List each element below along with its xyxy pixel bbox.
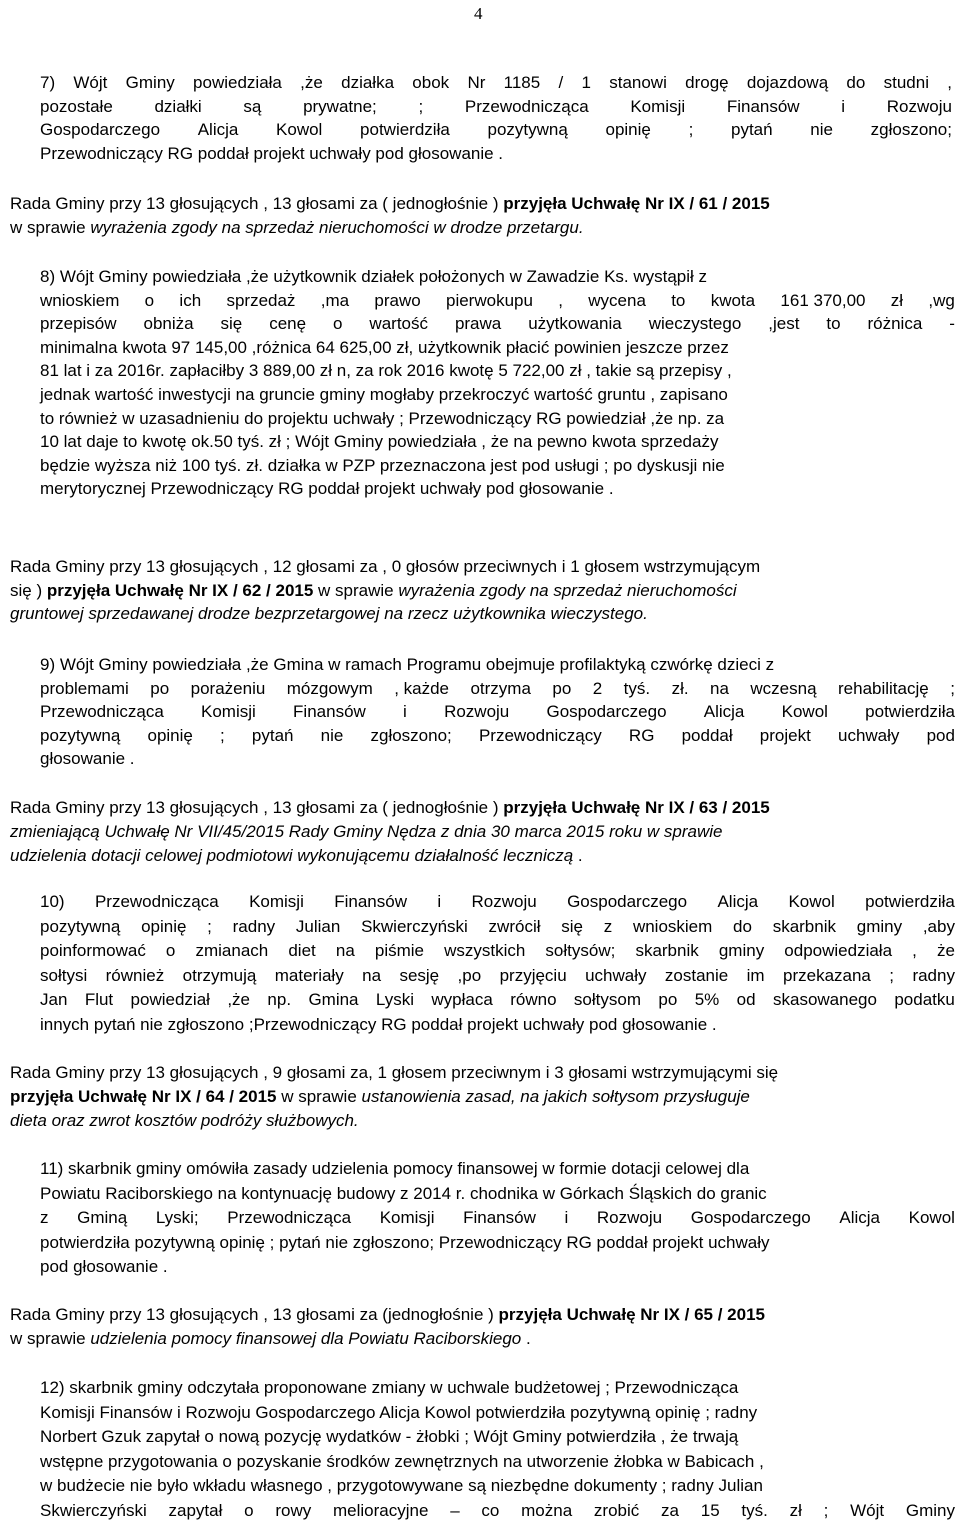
word: tyś.	[741, 1500, 768, 1520]
word: na	[362, 965, 382, 985]
word: Komisji	[379, 1208, 435, 1227]
text-line	[40, 917, 955, 937]
word: wszystkich	[444, 941, 526, 960]
word: odpowiedziała	[784, 941, 893, 960]
bold-text: przyjęła Uchwałę Nr IX / 65 / 2015	[498, 1305, 766, 1324]
word: opinię	[147, 725, 193, 745]
word: poinformować	[40, 941, 146, 960]
word: Finansów	[463, 1208, 536, 1227]
word: i	[841, 96, 846, 116]
text-line: 81 lat i za 2016r. zapłaciłby 3 889,00 zł n, za rok 2016 kwotę 5 722,00 zł , takie są przepisy ,	[40, 361, 732, 381]
word: ;	[207, 916, 212, 936]
word: tyś.	[623, 678, 651, 698]
word: Przewodnicząca	[464, 96, 589, 116]
word: porażeniu	[190, 678, 266, 698]
word: ,	[912, 941, 917, 960]
text-line	[40, 291, 955, 311]
word: się	[220, 314, 243, 334]
word: sprzedaż	[226, 290, 296, 310]
word: ;	[418, 96, 424, 116]
word: Finansów	[334, 892, 407, 911]
word: sołtysów;	[545, 941, 616, 960]
word: ,	[947, 73, 952, 92]
text-run: się )	[10, 580, 47, 600]
word: Gminy	[905, 1500, 955, 1520]
text-line: w budżecie nie było wkładu własnego , przygotowywane są niezbędne dokumenty ; radny Julian	[40, 1476, 763, 1495]
word: przekazana	[783, 965, 871, 985]
word: melioracyjne	[333, 1500, 429, 1520]
word: i	[437, 892, 442, 911]
word: kwota	[710, 290, 756, 310]
word: 15	[700, 1500, 720, 1520]
word: wnioskiem	[632, 916, 713, 936]
word: Przewodnicząca	[227, 1208, 352, 1227]
word: Wójt	[850, 1500, 885, 1520]
bold-text: przyjęła Uchwałę Nr IX / 61 / 2015	[503, 194, 770, 213]
word: Przewodniczący	[478, 725, 602, 745]
word: wczesną	[750, 678, 817, 698]
word: nie	[320, 725, 344, 745]
word: Alicja	[717, 892, 759, 911]
italic-text: ustanowienia zasad, na jakich sołtysom przysługuje	[361, 1087, 750, 1106]
word: o	[144, 290, 155, 310]
word: Komisji	[249, 892, 304, 911]
word: po	[552, 678, 572, 698]
text-line	[40, 120, 952, 140]
text-line: głosowanie .	[40, 749, 135, 768]
word: pozytywną	[487, 120, 568, 139]
word: 1185	[503, 73, 541, 92]
italic-text: dieta oraz zwrot kosztów podróży służbowych.	[10, 1111, 359, 1130]
word: im	[746, 965, 765, 985]
word: to	[671, 290, 686, 310]
text-run: w sprawie	[10, 217, 91, 237]
text-line: jednak wartość inwestycji na gruncie gminy mogłaby przekroczyć wartość gruntu , zapisano	[40, 385, 728, 404]
word: 1	[581, 73, 591, 92]
word: nie	[810, 120, 833, 139]
word: Kowol	[781, 702, 828, 721]
word: również	[105, 965, 165, 985]
word: piśmie	[374, 941, 424, 960]
word: 10)	[40, 892, 65, 911]
text-line: Norbert Gzuk zapytał o nową pozycję wydatków - żłobki ; Wójt Gminy potwierdziła , że trwają	[40, 1427, 739, 1446]
word: projekt	[759, 725, 811, 745]
text-line: pod głosowanie .	[40, 1257, 168, 1276]
text-line: to również w uzasadnieniu do projektu uchwały ; Przewodniczący RG powiedział ,że np. za	[40, 408, 725, 428]
word: drogę	[685, 73, 729, 92]
word: ,	[558, 290, 563, 310]
word: zł	[890, 290, 904, 310]
word: ,wg	[928, 290, 955, 310]
word: diet	[288, 941, 316, 960]
word: sołtysom	[573, 990, 641, 1009]
text-line	[10, 846, 583, 866]
word: zgłoszono;	[870, 120, 952, 139]
word: zrobić	[593, 1500, 640, 1520]
word: Lyski;	[155, 1208, 199, 1227]
text-line: 10 lat daje to kwotę ok.50 tyś. zł ; Wójt Gminy powiedziała , że na pewno kwota sprzedaży	[40, 432, 719, 452]
word: zł	[789, 1500, 802, 1520]
word: można	[521, 1500, 573, 1520]
word: ;	[688, 120, 694, 139]
word: powiedziała	[193, 73, 282, 92]
word: ;	[823, 1500, 829, 1520]
word: Jan	[40, 990, 68, 1009]
text-run: w sprawie	[313, 580, 399, 600]
word: wieczystego	[648, 314, 742, 334]
word: do	[733, 916, 752, 936]
text-run: w sprawie	[276, 1087, 362, 1106]
word: wycena	[588, 290, 646, 310]
word: , każde	[394, 678, 449, 698]
word: z	[603, 916, 613, 936]
text-line: 12) skarbnik gminy odczytała proponowane zmiany w uchwale budżetowej ; Przewodnicząca	[40, 1378, 739, 1397]
text-line	[10, 1329, 531, 1349]
word: Przewodnicząca	[40, 702, 164, 721]
word: prawo	[374, 290, 421, 310]
word: Alicja	[703, 702, 745, 721]
text-line: Rada Gminy przy 13 głosujących , 9 głosami za, 1 głosem przeciwnym i 3 głosami wstrzymującymi się	[10, 1063, 779, 1082]
word: i	[403, 702, 407, 721]
word: Kowol	[908, 1208, 955, 1227]
word: pytań	[251, 725, 294, 745]
word: Julian	[295, 916, 341, 936]
word: ;	[220, 725, 225, 745]
word: Lyski	[375, 990, 415, 1009]
word: od	[736, 990, 756, 1009]
word: działka	[341, 73, 395, 92]
word: 2	[592, 678, 603, 698]
text-line	[10, 1087, 750, 1107]
word: dojazdową	[746, 73, 829, 92]
word: przyjęciu	[499, 965, 567, 985]
italic-text: wyrażenia zgody na sprzedaż nieruchomości w drodze przetargu.	[90, 217, 584, 237]
word: radny	[232, 916, 276, 936]
word: opinię	[141, 916, 187, 936]
word: różnica	[867, 314, 923, 334]
word: o	[333, 314, 343, 334]
word: ,że	[227, 990, 251, 1009]
word: zostanie	[664, 965, 729, 985]
text-line: Przewodniczący RG poddał projekt uchwały pod głosowanie .	[40, 143, 504, 163]
word: wypłaca	[431, 990, 493, 1009]
italic-text: udzielenia pomocy finansowej dla Powiatu Raciborskiego	[90, 1329, 522, 1348]
word: skarbnik	[635, 941, 699, 960]
text-run: Rada Gminy przy 13 głosujących , 13 głosami za ( jednogłośnie )	[10, 194, 504, 213]
word: podatku	[894, 990, 955, 1009]
text-run: Rada Gminy przy 13 głosujących , 13 głosami za (jednogłośnie )	[10, 1305, 499, 1324]
text-line	[40, 990, 955, 1010]
text-line	[40, 314, 955, 334]
word: gminy	[718, 941, 765, 960]
text-line	[40, 966, 955, 986]
text-run: .	[521, 1329, 531, 1348]
word: Komisji	[201, 702, 256, 721]
word: Komisji	[630, 96, 686, 116]
text-line: Komisji Finansów i Rozwoju Gospodarczego Alicja Kowol potwierdziła pozytywną opinię ; radny	[40, 1402, 758, 1422]
word: Rozwoju	[471, 892, 537, 911]
word: Nr	[467, 73, 486, 92]
word: sołtysi	[40, 965, 88, 985]
word: uchwały	[585, 965, 647, 985]
text-line	[40, 702, 955, 722]
word: ,że	[300, 73, 323, 92]
word: materiały	[274, 965, 344, 985]
text-line: Powiatu Raciborskiego na kontynuację budowy z 2014 r. chodnika w Górkach Śląskich do granic	[40, 1183, 767, 1203]
word: Finansów	[726, 96, 800, 116]
word: się	[561, 916, 583, 936]
word: na	[335, 941, 355, 960]
text-line	[40, 97, 952, 117]
word: stanowi	[609, 73, 667, 92]
word: Rozwoju	[886, 96, 952, 116]
text-line	[40, 73, 952, 93]
word: Rozwoju	[596, 1208, 663, 1227]
word: sesję	[399, 965, 440, 985]
text-line: merytorycznej Przewodniczący RG poddał projekt uchwały pod głosowanie .	[40, 479, 614, 499]
word: potwierdziła	[865, 892, 955, 911]
word: Finansów	[293, 702, 366, 721]
word: –	[450, 1500, 460, 1520]
word: zmianach	[195, 941, 269, 960]
word: otrzyma	[470, 678, 531, 698]
word: zł.	[671, 678, 689, 698]
text-run: Rada Gminy przy 13 głosujących , 13 głosami za ( jednogłośnie )	[10, 798, 504, 817]
word: po	[150, 678, 170, 698]
text-line	[10, 194, 770, 214]
word: potwierdziła	[360, 120, 450, 139]
word: Rozwoju	[444, 702, 510, 721]
word: prywatne;	[303, 96, 377, 116]
word: obniża	[143, 314, 194, 334]
word: z	[40, 1208, 49, 1227]
word: radny	[912, 965, 955, 985]
word: co	[481, 1500, 500, 1520]
word: o	[244, 1500, 254, 1520]
word: Gospodarczego	[546, 702, 667, 721]
word: Alicja	[197, 120, 239, 139]
word: ;	[889, 965, 895, 985]
word: Gospodarczego	[40, 120, 161, 139]
word: Kowol	[788, 892, 835, 911]
word: rehabilitację	[838, 678, 929, 698]
text-line: 9) Wójt Gminy powiedziała ,że Gmina w ramach Programu obejmuje profilaktyką czwórkę dzieci z	[40, 655, 775, 674]
word: skarbnik	[772, 916, 836, 936]
word: do	[846, 73, 866, 92]
text-line: innych pytań nie zgłoszono ;Przewodniczący RG poddał projekt uchwały pod głosowanie .	[40, 1014, 717, 1034]
word: przepisów	[40, 314, 117, 334]
word: to	[826, 314, 841, 334]
text-line	[40, 941, 955, 961]
text-run: .	[573, 846, 583, 865]
word: obok	[412, 73, 450, 92]
word: o	[165, 941, 176, 960]
word: pierwokupu	[445, 290, 533, 310]
text-line: 11) skarbnik gminy omówiła zasady udzielenia pomocy finansowej w formie dotacji celowej dla	[40, 1159, 750, 1178]
word: np.	[267, 990, 292, 1009]
word: pozytywną	[40, 916, 121, 936]
italic-text: udzielenia dotacji celowej podmiotowi wykonującemu działalność leczniczą	[10, 846, 574, 865]
word: poddał	[681, 725, 733, 745]
italic-text: wyrażenia zgody na sprzedaż nieruchomości	[398, 580, 737, 600]
text-line: 8) Wójt Gminy powiedziała ,że użytkownik działek położonych w Zawadzie Ks. wystąpił z	[40, 267, 708, 286]
text-line	[10, 1111, 359, 1131]
word: Skwierczyński	[361, 916, 468, 936]
text-line: wstępne przygotowania o pozyskanie środków zewnętrznych na utworzenie żłobka w Babicach ,	[40, 1451, 764, 1471]
word: po	[658, 990, 678, 1009]
word: ,ma	[320, 290, 350, 310]
text-line: potwierdziła pozytywną opinię ; pytań nie zgłoszono; Przewodniczący RG poddał projekt uchwały	[40, 1232, 770, 1252]
text-line	[40, 679, 955, 699]
italic-text: zmieniającą Uchwałę Nr VII/45/2015 Rady Gminy Nędza z dnia 30 marca 2015 roku w sprawie	[10, 822, 723, 841]
word: potwierdziła	[865, 702, 955, 721]
word: RG	[628, 725, 655, 745]
text-line: będzie wyższa niż 100 tyś. zł. działka w PZP przeznaczona jest pod usługi ; po dyskusji nie	[40, 455, 725, 475]
word: 7)	[40, 73, 56, 92]
word: Przewodnicząca	[94, 892, 219, 911]
word: otrzymują	[182, 965, 257, 985]
word: za	[661, 1500, 679, 1520]
italic-text: gruntowej sprzedawanej drodze bezprzetargowej na rzecz użytkownika wieczystego.	[10, 604, 648, 623]
word: równo	[510, 990, 557, 1009]
word: Kowol	[276, 120, 323, 139]
text-run: w sprawie	[10, 1329, 91, 1348]
word: prawa	[454, 314, 502, 334]
text-line	[40, 1208, 955, 1228]
text-line	[40, 726, 955, 746]
text-line: minimalna kwota 97 145,00 ,różnica 64 625,00 zł, użytkownik płacić powinien jeszcze przez	[40, 337, 729, 357]
word: działki	[154, 96, 202, 116]
word: Gminy	[125, 73, 175, 92]
word: Gmina	[308, 990, 359, 1009]
bold-text: przyjęła Uchwałę Nr IX / 64 / 2015	[10, 1087, 277, 1106]
word: pytań	[730, 120, 773, 139]
word: są	[243, 96, 262, 116]
word: /	[558, 73, 564, 92]
word: Gospodarczego	[690, 1208, 811, 1227]
word: i	[564, 1208, 569, 1227]
word: studni	[883, 73, 929, 92]
word: wnioskiem	[40, 290, 120, 310]
word: wartość	[369, 314, 428, 334]
word: cenę	[269, 314, 307, 334]
word: zgłoszono;	[370, 725, 452, 745]
word: na	[710, 678, 729, 698]
word: rowy	[275, 1500, 312, 1520]
text-line	[10, 1305, 765, 1325]
text-line	[10, 218, 584, 238]
word: Alicja	[839, 1208, 881, 1227]
word: ich	[179, 290, 202, 310]
text-line: Rada Gminy przy 13 głosujących , 12 głosami za , 0 głosów przeciwnych i 1 głosem wstrzymującym	[10, 557, 761, 576]
text-line	[10, 604, 648, 624]
word: pod	[926, 725, 955, 745]
word: zapytał	[168, 1500, 223, 1520]
word: Wójt	[73, 73, 108, 92]
bold-text: przyjęła Uchwałę Nr IX / 62 / 2015	[46, 580, 314, 600]
word: pozytywną	[40, 725, 121, 745]
word: problemami	[40, 678, 129, 698]
word: zwrócił	[488, 916, 541, 936]
word: użytkowania	[528, 314, 622, 334]
word: Gospodarczego	[567, 892, 688, 911]
bold-text: przyjęła Uchwałę Nr IX / 63 / 2015	[503, 798, 770, 817]
word: skasowanego	[772, 990, 877, 1009]
word: pozostałe	[40, 96, 113, 116]
text-line	[10, 581, 737, 601]
word: ,aby	[922, 916, 955, 936]
word: -	[949, 314, 955, 334]
word: Flut	[84, 990, 114, 1009]
word: powiedział	[130, 990, 210, 1009]
page-number: 4	[474, 4, 483, 23]
word: gminy	[856, 916, 903, 936]
word: ,jest	[768, 314, 800, 334]
text-line	[40, 892, 955, 912]
word: mózgowym	[286, 678, 373, 698]
word: opinię	[605, 120, 651, 139]
text-line	[10, 822, 722, 842]
word: ,po	[457, 965, 482, 985]
word: ;	[950, 678, 955, 698]
word: 161 370,00	[780, 290, 866, 310]
text-line	[10, 798, 770, 818]
word: 5%	[694, 990, 720, 1009]
text-line	[40, 1501, 955, 1521]
word: uchwały	[837, 725, 900, 745]
word: Gminą	[77, 1208, 128, 1227]
word: Skwierczyński	[40, 1500, 147, 1520]
word: że	[936, 941, 955, 960]
